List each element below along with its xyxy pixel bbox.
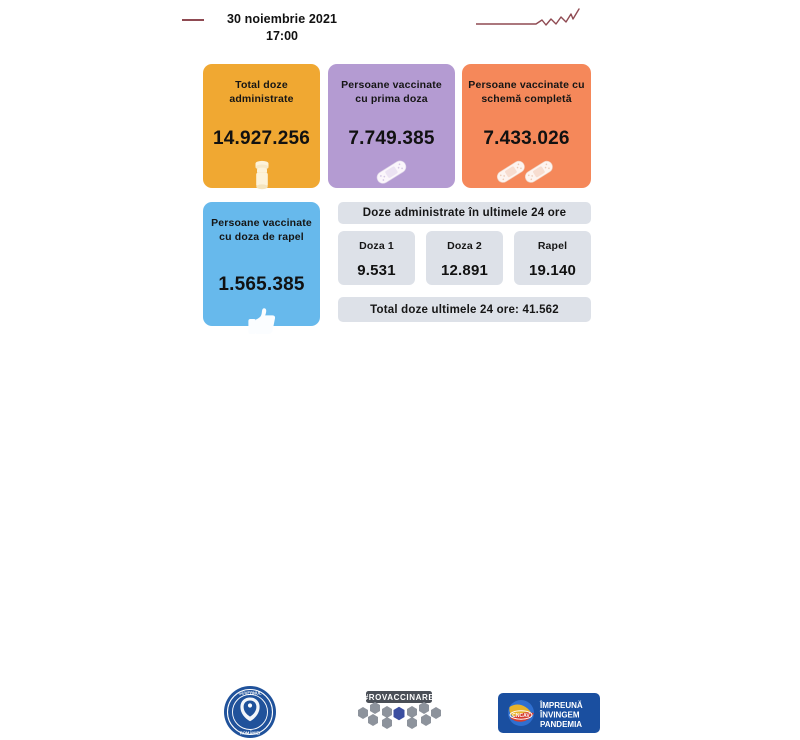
svg-text:PANDEMIA: PANDEMIA (540, 720, 583, 729)
stat-card-total-doses-title: Total doze administrate (229, 79, 294, 105)
vaccine-vial-icon (203, 160, 320, 190)
last-24h-dose2-card (426, 231, 503, 285)
last-24h-booster-card (514, 231, 591, 285)
stat-card-booster-dose-value: 1.565.385 (218, 274, 305, 295)
stat-card-complete-scheme-value: 7.433.026 (483, 128, 570, 149)
svg-text:GUVERNUL: GUVERNUL (238, 690, 262, 696)
svg-text:CNCAV: CNCAV (512, 713, 530, 719)
last-24h-dose2-label: Doza 2 (447, 240, 482, 252)
svg-text:ROMÂNIEI: ROMÂNIEI (239, 730, 261, 736)
stat-card-first-dose-value: 7.749.385 (348, 128, 435, 149)
last-24h-dose1-card (338, 231, 415, 285)
bandage-icon (328, 160, 455, 186)
stat-card-booster-dose-title: Persoane vaccinate cu doza de rapel (211, 217, 312, 243)
stat-card-first-dose-title: Persoane vaccinate cu prima doza (341, 79, 442, 105)
double-bandage-icon (462, 158, 591, 186)
report-date: 30 noiembrie 2021 (226, 12, 338, 26)
stat-card-first-dose (328, 64, 455, 188)
report-time: 17:00 (266, 29, 298, 43)
rovaccinare-hex-badges-icon (348, 690, 450, 734)
rising-zigzag-line-icon (476, 0, 636, 36)
stat-card-complete-scheme (462, 64, 591, 188)
svg-text:ÎMPREUNĂ: ÎMPREUNĂ (540, 701, 583, 710)
last-24h-booster-label: Rapel (537, 240, 568, 252)
romania-government-seal-icon (222, 684, 278, 740)
last-24h-heading: Doze administrate în ultimele 24 ore (338, 202, 591, 224)
last-24h-total-line: Total doze ultimele 24 ore: 41.562 (338, 297, 591, 322)
svg-text:#ROVACCINARE: #ROVACCINARE (363, 693, 435, 702)
header-dash-icon (182, 19, 204, 21)
cncav-globe-icon (498, 693, 600, 733)
last-24h-booster-value: 19.140 (528, 262, 577, 279)
last-24h-dose1-value: 9.531 (357, 262, 396, 279)
last-24h-dose2-value: 12.891 (440, 262, 489, 279)
footer (0, 338, 800, 736)
stat-card-booster-dose (203, 202, 320, 326)
header (0, 0, 800, 56)
last-24h-dose1-label: Doza 1 (359, 240, 394, 252)
stat-card-complete-scheme-title: Persoane vaccinate cu schemă completă (468, 79, 585, 105)
stat-card-total-doses (203, 64, 320, 188)
stat-card-total-doses-value: 14.927.256 (212, 128, 311, 149)
thumbs-up-icon (203, 306, 320, 336)
svg-text:ÎNVINGEM: ÎNVINGEM (540, 710, 580, 720)
